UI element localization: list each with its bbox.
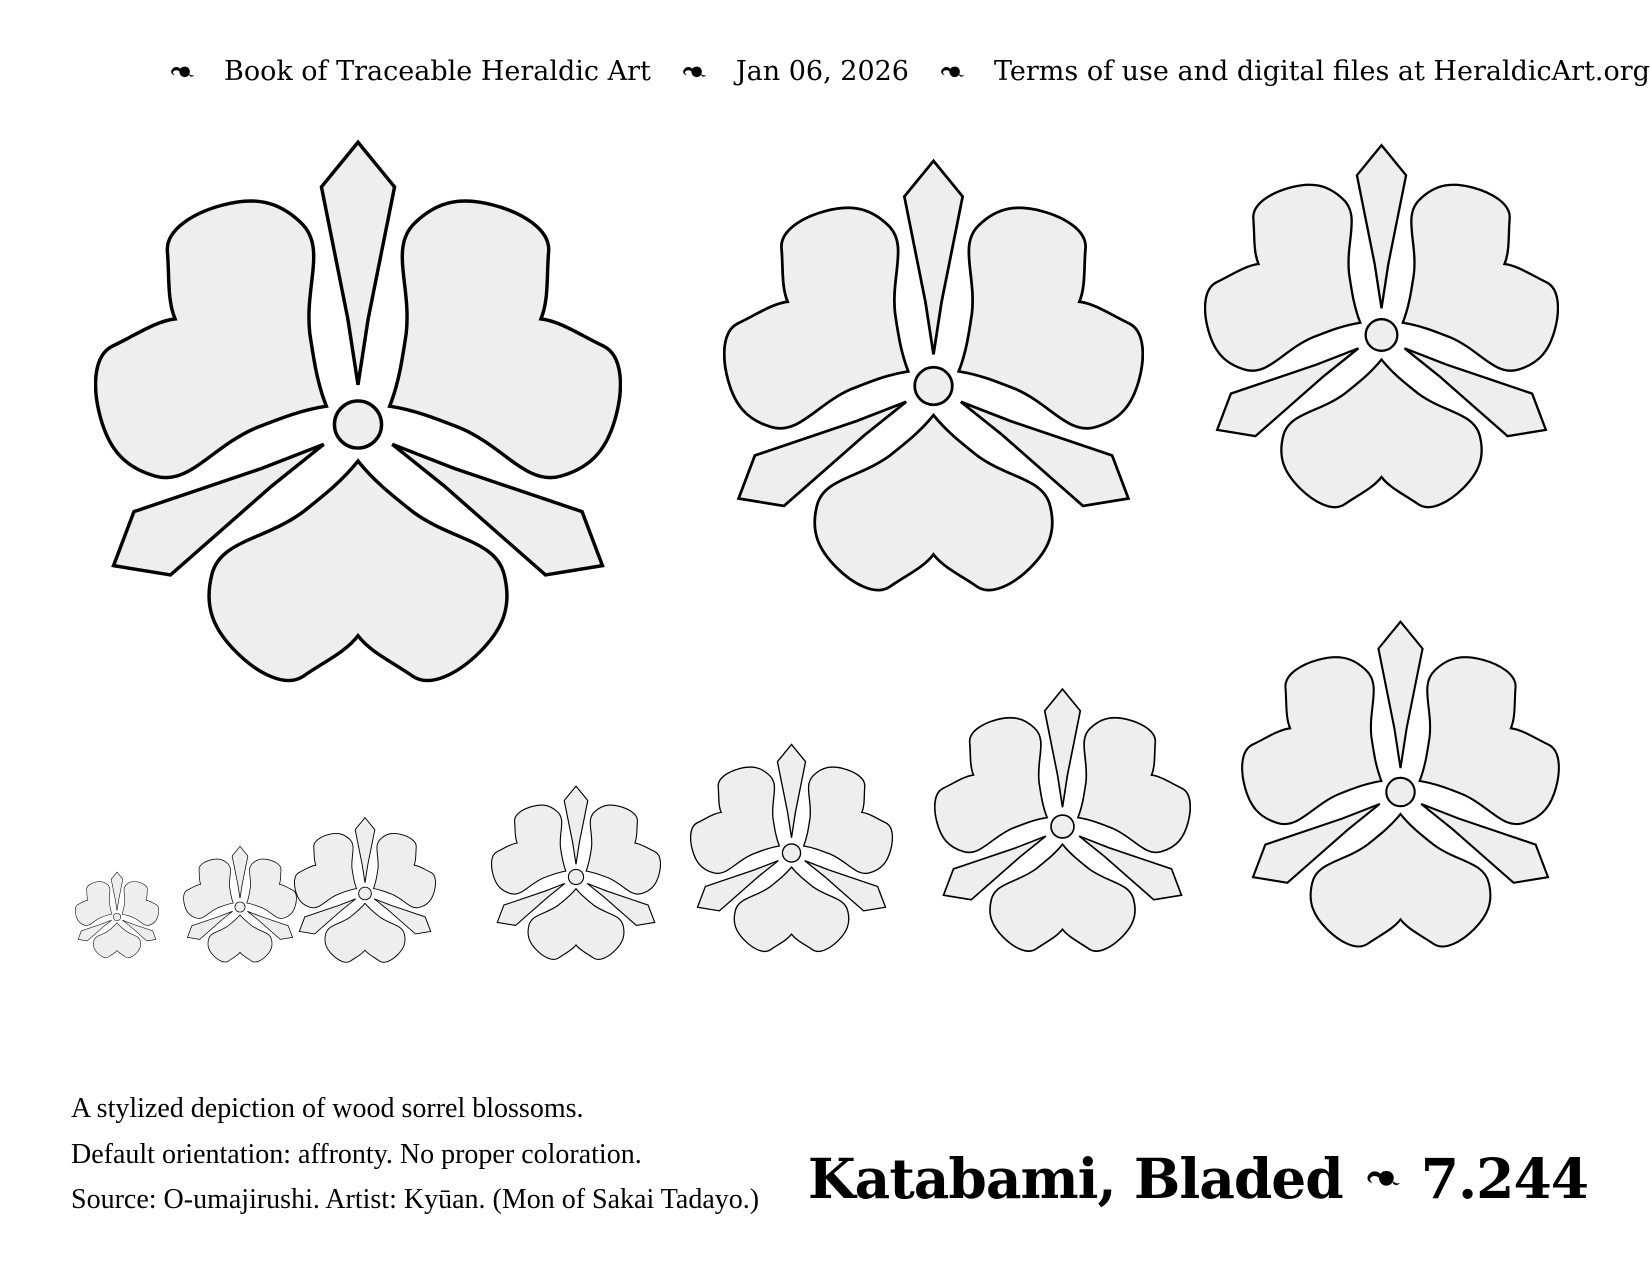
fleuron-icon	[168, 63, 195, 81]
katabami-motif-large-2	[723, 156, 1144, 616]
katabami-motif-large-1	[94, 136, 622, 713]
katabami-motif-size-6	[934, 686, 1191, 967]
katabami-motif-size-4	[491, 784, 661, 970]
description-line-3: Source: O-umajirushi. Artist: Kyūan. (Mon of Sakai Tadayo.)	[71, 1184, 760, 1215]
katabami-motif-size-5	[690, 742, 893, 964]
header-book-title: Book of Traceable Heraldic Art	[224, 56, 651, 87]
fleuron-icon	[680, 63, 707, 81]
katabami-motif-size-7	[1241, 618, 1560, 966]
entry-number: 7.244	[1420, 1146, 1588, 1211]
page-header	[168, 56, 1650, 87]
katabami-motif-size-3	[294, 816, 436, 971]
fleuron-icon	[938, 63, 965, 81]
katabami-motif-large-3	[1204, 141, 1559, 529]
katabami-motif-size-2	[183, 845, 297, 969]
fleuron-icon	[1363, 1166, 1401, 1191]
description-line-2: Default orientation: affronty. No proper coloration.	[71, 1138, 642, 1170]
description-block	[71, 1086, 759, 1223]
header-date: Jan 06, 2026	[735, 56, 909, 87]
katabami-motif-size-1	[75, 871, 159, 963]
entry-title-row	[808, 1146, 1588, 1211]
header-terms: Terms of use and digital files at HeraldicArt.org	[994, 56, 1650, 87]
entry-title: Katabami, Bladed	[807, 1146, 1343, 1211]
description-line-1: A stylized depiction of wood sorrel blossoms.	[71, 1093, 584, 1124]
